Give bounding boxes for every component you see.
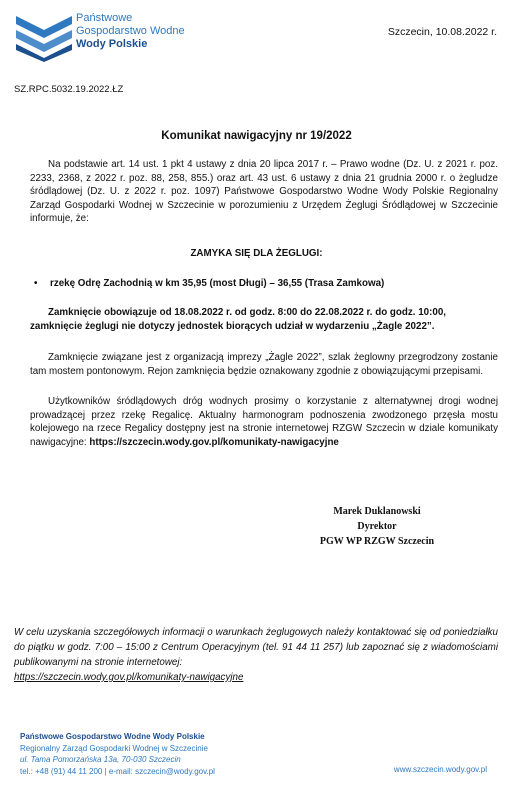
footer-line-1: Państwowe Gospodarstwo Wodne Wody Polskie	[20, 732, 205, 741]
bullet-list-item	[34, 278, 384, 289]
footer-address	[20, 731, 215, 777]
bullet-text: rzekę Odrę Zachodnią w km 35,95 (most Długi) – 36,55 (Trasa Zamkowa)	[50, 278, 385, 289]
footer-line-4: tel.: +48 (91) 44 11 200 | e-mail: szczecin@wody.gov.pl	[20, 766, 215, 776]
contact-notice	[14, 625, 498, 685]
closure-text: Zamknięcie obowiązuje od 18.08.2022 r. od godz. 8:00 do 22.08.2022 r. do godz. 10:00, zamknięcie żeglugi nie dotyczy jednostek biorących udział w wydarzeniu „Żagle 2022”.	[30, 307, 447, 332]
organization-name	[76, 12, 185, 51]
wody-polskie-logo-icon	[14, 10, 78, 62]
paragraph-3-text: Użytkowników śródlądowych dróg wodnych prosimy o korzystanie z alternatywnej drogi wodnej prowadzącej przez rzekę Regalicę. Aktualny harmonogram podnoszenia zwodzonego przęsła mostu kolejowego na rzece Regalicy dostępny jest na stronie internetowej RZGW Szczecin w dziale komunikaty nawigacyjne:	[30, 396, 498, 448]
bullet-icon: •	[34, 278, 38, 289]
org-line-1: Państwowe	[76, 12, 133, 24]
signature-block	[282, 504, 472, 549]
navigation-notices-link[interactable]: https://szczecin.wody.gov.pl/komunikaty-nawigacyjne	[89, 436, 339, 448]
intro-paragraph	[30, 158, 498, 226]
signatory-name: Marek Duklanowski	[333, 506, 421, 517]
paragraph-2	[30, 351, 498, 378]
org-line-2: Gospodarstwo Wodne	[76, 25, 185, 37]
signatory-unit: PGW WP RZGW Szczecin	[319, 536, 435, 547]
document-date: Szczecin, 10.08.2022 r.	[387, 26, 497, 38]
notice-text: W celu uzyskania szczegółowych informacji o warunkach żeglugowych należy kontaktować się od poniedziałku do piątku w godz. 7:00 – 15:00 z Centrum Operacyjnym (tel. 91 44 11 257) lub zapoznać się z wiadomościami publikowanymi na stronie internetowej:	[14, 627, 498, 668]
reference-number: SZ.RPC.5032.19.2022.ŁZ	[14, 84, 124, 95]
document-title: Komunikat nawigacyjny nr 19/2022	[161, 130, 352, 142]
footer-line-2: Regionalny Zarząd Gospodarki Wodnej w Szczecinie	[20, 743, 208, 753]
footer-line-3: ul. Tama Pomorzańska 13a, 70-030 Szczecin	[20, 755, 181, 764]
footer-website-link[interactable]: www.szczecin.wody.gov.pl	[393, 765, 487, 774]
closure-paragraph	[30, 306, 498, 334]
org-line-3: Wody Polskie	[76, 38, 148, 50]
signatory-role: Dyrektor	[357, 521, 397, 532]
paragraph-3	[30, 395, 498, 449]
notice-link[interactable]: https://szczecin.wody.gov.pl/komunikaty-nawigacyjne	[14, 672, 244, 683]
intro-text: Na podstawie art. 14 ust. 1 pkt 4 ustawy z dnia 20 lipca 2017 r. – Prawo wodne (Dz. U. z 2021 r. poz. 2233, 2368, z 2022 r. poz. 88, 258, 855.) oraz art. 43 ust. 6 ustawy z dnia 21 grudnia 2000 r. o żegludze śródlądowej (Dz. U. z 2022 r. poz. 1097) Państwowe Gospodarstwo Wodne Wody Polskie Regionalny Zarząd Gospodarki Wodnej w Szczecinie w porozumieniu z Urzędem Żeglugi Śródlądowej w Szczecinie informuje, że:	[30, 159, 498, 224]
closes-heading: ZAMYKA SIĘ DLA ŻEGLUGI:	[190, 248, 323, 259]
paragraph-2-text: Zamknięcie związane jest z organizacją imprezy „Żagle 2022”, szlak żeglowny przegrodzony zostanie tam mostem pontonowym. Rejon zamknięcia będzie oznakowany zgodnie z obowiązującymi przepisami.	[30, 352, 498, 377]
